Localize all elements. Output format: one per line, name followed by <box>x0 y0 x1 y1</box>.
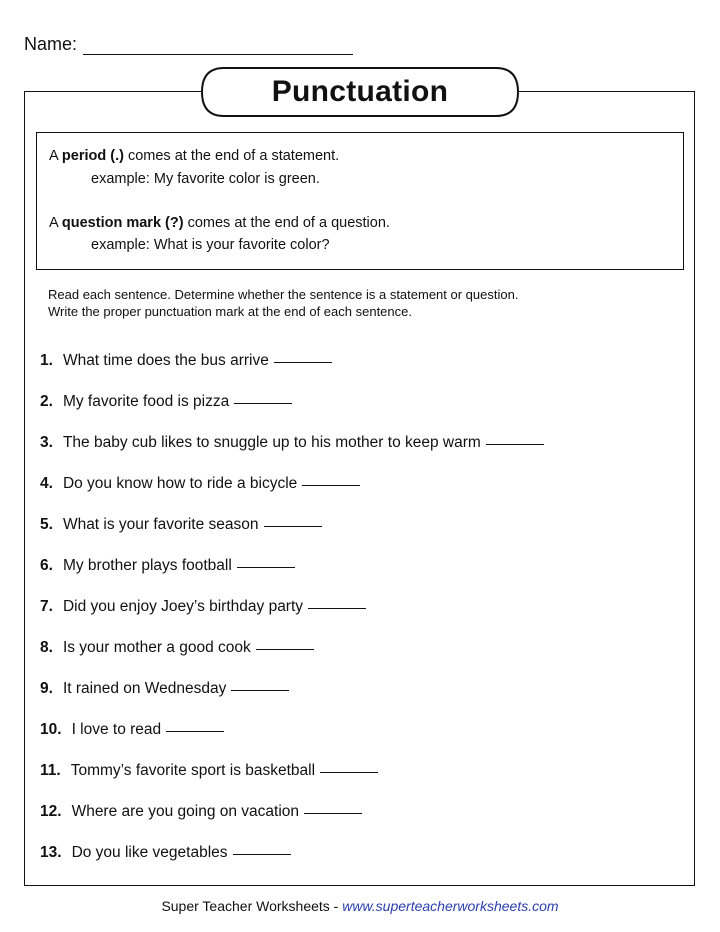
instructions-line: Read each sentence. Determine whether the sentence is a statement or question. <box>48 287 519 302</box>
question-number: 7. <box>40 598 53 615</box>
answer-blank[interactable] <box>304 812 362 814</box>
footer <box>0 898 720 914</box>
answer-blank[interactable] <box>274 361 332 363</box>
title-banner <box>200 66 520 118</box>
answer-blank[interactable] <box>233 853 291 855</box>
answer-blank[interactable] <box>166 730 224 732</box>
rule-example: example: What is your favorite color? <box>91 237 330 253</box>
question-item <box>40 598 366 616</box>
question-item <box>40 680 289 698</box>
name-row <box>24 34 353 55</box>
rule-suffix: comes at the end of a question. <box>183 215 390 231</box>
question-number: 10. <box>40 721 62 738</box>
question-number: 8. <box>40 639 53 656</box>
question-item <box>40 393 292 411</box>
question-text: The baby cub likes to snuggle up to his mother to keep warm <box>62 434 481 451</box>
rule-term: question mark (?) <box>61 215 184 231</box>
question-number: 5. <box>40 516 53 533</box>
question-item <box>40 557 295 575</box>
answer-blank[interactable] <box>256 648 314 650</box>
instructions-line: Write the proper punctuation mark at the end of each sentence. <box>48 303 412 319</box>
question-number: 1. <box>40 352 53 369</box>
answer-blank[interactable] <box>320 771 378 773</box>
question-text: I love to read <box>71 721 162 738</box>
question-number: 4. <box>40 475 53 492</box>
rule-prefix: A <box>49 215 62 231</box>
answer-blank[interactable] <box>486 443 544 445</box>
question-text: Do you like vegetables <box>71 844 228 861</box>
question-item <box>40 762 378 780</box>
question-item <box>40 516 322 534</box>
question-text: Do you know how to ride a bicycle <box>62 475 298 492</box>
question-number: 9. <box>40 680 53 697</box>
answer-blank[interactable] <box>302 484 360 486</box>
question-item <box>40 434 544 452</box>
rule-question-mark <box>49 215 390 231</box>
question-text: Where are you going on vacation <box>71 803 300 820</box>
question-text: Is your mother a good cook <box>62 639 251 656</box>
question-text: My favorite food is pizza <box>62 393 230 410</box>
answer-blank[interactable] <box>237 566 295 568</box>
question-item <box>40 803 362 821</box>
rule-example: example: My favorite color is green. <box>91 171 320 187</box>
name-line[interactable] <box>83 36 353 55</box>
answer-blank[interactable] <box>308 607 366 609</box>
question-item <box>40 475 360 493</box>
footer-site-link[interactable]: www.superteacherworksheets.com <box>342 898 559 914</box>
answer-blank[interactable] <box>234 402 292 404</box>
question-number: 13. <box>40 844 62 861</box>
name-label: Name: <box>24 34 78 54</box>
rule-period <box>49 148 339 164</box>
rule-suffix: comes at the end of a statement. <box>123 148 340 164</box>
question-number: 2. <box>40 393 53 410</box>
rule-prefix: A <box>49 148 62 164</box>
question-item <box>40 721 224 739</box>
answer-blank[interactable] <box>264 525 322 527</box>
answer-blank[interactable] <box>231 689 289 691</box>
page-title: Punctuation <box>271 75 449 108</box>
question-text: Did you enjoy Joey’s birthday party <box>62 598 304 615</box>
question-text: What is your favorite season <box>62 516 259 533</box>
question-number: 6. <box>40 557 53 574</box>
instructions <box>48 287 668 320</box>
question-number: 12. <box>40 803 62 820</box>
question-item <box>40 639 314 657</box>
question-item <box>40 352 332 370</box>
footer-brand: Super Teacher Worksheets - <box>161 898 339 914</box>
question-text: What time does the bus arrive <box>62 352 269 369</box>
question-item <box>40 844 291 862</box>
rules-box <box>36 132 684 270</box>
question-text: My brother plays football <box>62 557 232 574</box>
question-text: It rained on Wednesday <box>62 680 227 697</box>
question-number: 11. <box>40 762 61 779</box>
question-text: Tommy’s favorite sport is basketball <box>70 762 316 779</box>
rule-term: period (.) <box>61 148 124 164</box>
question-number: 3. <box>40 434 53 451</box>
